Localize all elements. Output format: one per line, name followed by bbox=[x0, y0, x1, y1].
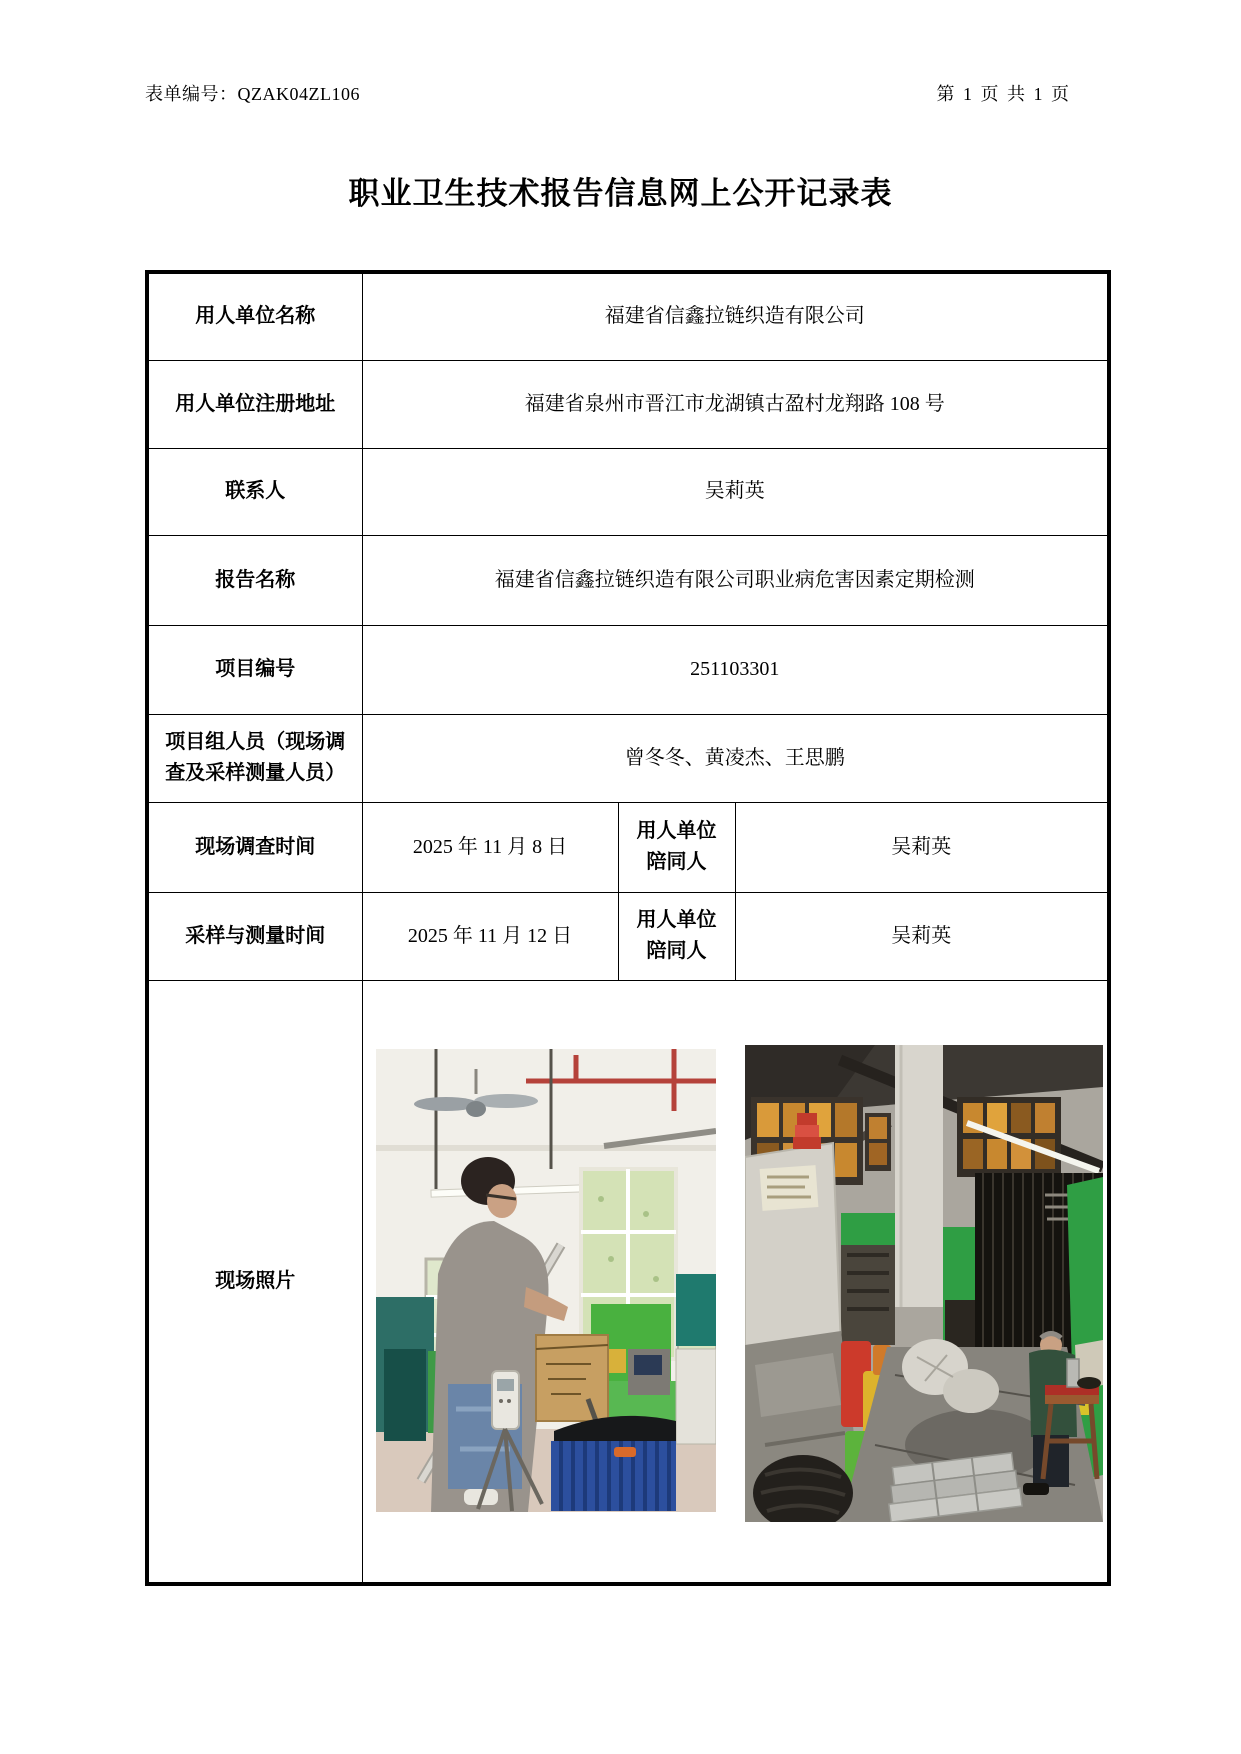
row-label: 项目编号 bbox=[147, 625, 362, 714]
table-row bbox=[147, 802, 1109, 892]
companion-label: 用人单位陪同人 bbox=[618, 802, 735, 892]
row-label: 用人单位名称 bbox=[147, 272, 362, 360]
site-photo-workshop bbox=[376, 1049, 716, 1512]
site-photo-aisle bbox=[745, 1045, 1103, 1522]
table-row bbox=[147, 360, 1109, 448]
row-value: 曾冬冬、黄凌杰、王思鹏 bbox=[362, 714, 1109, 802]
page-number: 第 1 页 共 1 页 bbox=[936, 84, 1071, 104]
row-value: 251103301 bbox=[362, 625, 1109, 714]
row-label: 用人单位注册地址 bbox=[147, 360, 362, 448]
companion-name: 吴莉英 bbox=[735, 892, 1109, 980]
table-row bbox=[147, 448, 1109, 535]
row-value: 福建省信鑫拉链织造有限公司职业病危害因素定期检测 bbox=[362, 535, 1109, 625]
row-label: 项目组人员（现场调查及采样测量人员） bbox=[147, 714, 362, 802]
table-row bbox=[147, 535, 1109, 625]
form-number: 表单编号：QZAK04ZL106 bbox=[145, 84, 360, 104]
table-row bbox=[147, 625, 1109, 714]
row-label: 现场调查时间 bbox=[147, 802, 362, 892]
row-value: 福建省泉州市晋江市龙湖镇古盈村龙翔路 108 号 bbox=[362, 360, 1109, 448]
sampling-date: 2025 年 11 月 12 日 bbox=[362, 892, 618, 980]
table-row bbox=[147, 892, 1109, 980]
survey-date: 2025 年 11 月 8 日 bbox=[362, 802, 618, 892]
table-row bbox=[147, 272, 1109, 360]
table-row bbox=[147, 714, 1109, 802]
row-value: 福建省信鑫拉链织造有限公司 bbox=[362, 272, 1109, 360]
record-table bbox=[145, 270, 1111, 1586]
row-label: 采样与测量时间 bbox=[147, 892, 362, 980]
page-title: 职业卫生技术报告信息网上公开记录表 bbox=[348, 176, 893, 211]
companion-name: 吴莉英 bbox=[735, 802, 1109, 892]
row-value: 吴莉英 bbox=[362, 448, 1109, 535]
table-row bbox=[147, 980, 1109, 1584]
row-label: 现场照片 bbox=[147, 980, 362, 1584]
site-photos-cell bbox=[362, 980, 1109, 1584]
row-label: 报告名称 bbox=[147, 535, 362, 625]
row-label: 联系人 bbox=[147, 448, 362, 535]
companion-label: 用人单位陪同人 bbox=[618, 892, 735, 980]
